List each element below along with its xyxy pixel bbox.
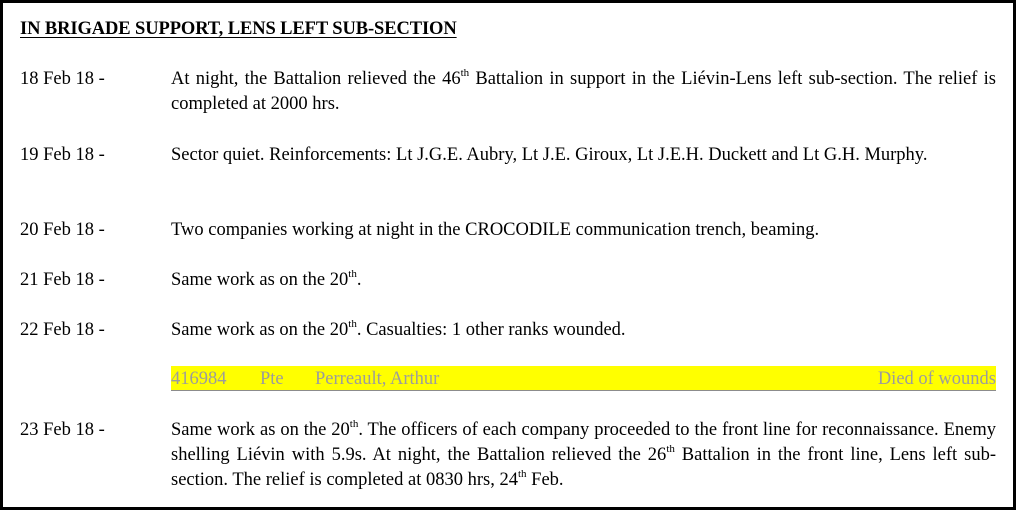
- casualty-fate: Died of wounds: [877, 369, 996, 389]
- entry-date: 21 Feb 18 -: [20, 270, 105, 290]
- entry-date: 20 Feb 18 -: [20, 220, 105, 240]
- casualty-service-number: 416984: [171, 369, 227, 389]
- entry-text: Sector quiet. Reinforcements: Lt J.G.E. Aubry, Lt J.E. Giroux, Lt J.E.H. Duckett and Lt G.H. Murphy.: [171, 145, 928, 165]
- entry-date: 23 Feb 18 -: [20, 420, 105, 440]
- entry-text: Same work as on the 20th. The officers of each company proceeded to the front line for reconnaissance. Enemy shelling Liévin with 5.9s. At night, the Battalion relieved the 26th Battalion in the front line, Lens left sub-section. The relief is completed at 0830 hrs, 24th Feb.: [171, 417, 996, 490]
- entry-text: Same work as on the 20th. Casualties: 1 other ranks wounded.: [171, 317, 626, 340]
- casualty-rank: Pte: [260, 369, 284, 389]
- casualty-row[interactable]: [171, 366, 996, 391]
- section-title: IN BRIGADE SUPPORT, LENS LEFT SUB-SECTION: [20, 19, 457, 39]
- entry-date: 18 Feb 18 -: [20, 69, 105, 89]
- entry-text: At night, the Battalion relieved the 46th Battalion in support in the Liévin-Lens left sub-section. The relief is completed at 2000 hrs.: [171, 66, 996, 114]
- entry-text: Two companies working at night in the CROCODILE communication trench, beaming.: [171, 220, 820, 240]
- casualty-name: Perreault, Arthur: [315, 369, 440, 389]
- entry-text: Same work as on the 20th.: [171, 267, 362, 290]
- entry-date: 22 Feb 18 -: [20, 320, 105, 340]
- entry-date: 19 Feb 18 -: [20, 145, 105, 165]
